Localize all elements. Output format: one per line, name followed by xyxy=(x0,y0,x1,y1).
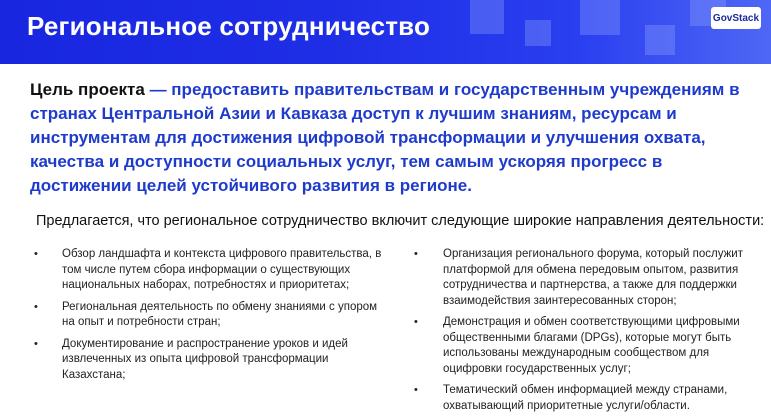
bullet-icon: • xyxy=(414,248,418,260)
bullet-icon: • xyxy=(34,248,38,260)
govstack-logo: GovStack xyxy=(711,7,761,29)
list-item: • Тематический обмен информацией между странами, охватывающий приоритетные услуги/области. xyxy=(414,384,728,412)
bullet-icon: • xyxy=(414,384,418,396)
page-title: Региональное сотрудничество xyxy=(27,11,431,41)
list-item: • Документирование и распространение уроков и идей извлеченных из опыта цифровой трансформации Казахстана; xyxy=(34,337,348,381)
list-item: • Организация регионального форума, который послужит платформой для обмена передовым опытом, развития сотрудничества и партнерства, а также для поддержки взаимодействия заинтересованных сторон; xyxy=(414,248,743,307)
project-goal xyxy=(30,78,745,198)
list-item: • Региональная деятельность по обмену знаниями с упором на опыт и потребности стран; xyxy=(34,300,378,328)
bullet-icon: • xyxy=(34,337,38,350)
goal-lead: Цель проекта xyxy=(30,80,145,99)
list-item: • Демонстрация и обмен соответствующими цифровыми общественными благами (DPGs), которые могут быть использованы международным сообществом для оцифровки государственных услуг; xyxy=(414,316,740,375)
activities-list-right xyxy=(414,247,743,420)
bullet-icon: • xyxy=(34,300,38,313)
activities-list-left xyxy=(34,247,382,389)
bullet-icon: • xyxy=(414,316,418,328)
goal-text: — предоставить правительствам и государственным учреждениям в странах Центральной Азии и Кавказа доступ к лучшим знаниям, ресурсам и инструментам для достижения цифровой трансформации и улучшения охвата, качества и доступности социальных услуг, тем самым ускоряя прогресс в достижении целей устойчивого развития в регионе. xyxy=(30,80,740,195)
header-banner xyxy=(0,0,771,64)
intro-text: Предлагается, что региональное сотрудничество включит следующие широкие направления деятельности: xyxy=(36,213,765,229)
list-item: • Обзор ландшафта и контекста цифрового правительства, в том числе путем сбора информации о существующих национальных наборах, потребностях и приоритетах; xyxy=(34,248,382,291)
